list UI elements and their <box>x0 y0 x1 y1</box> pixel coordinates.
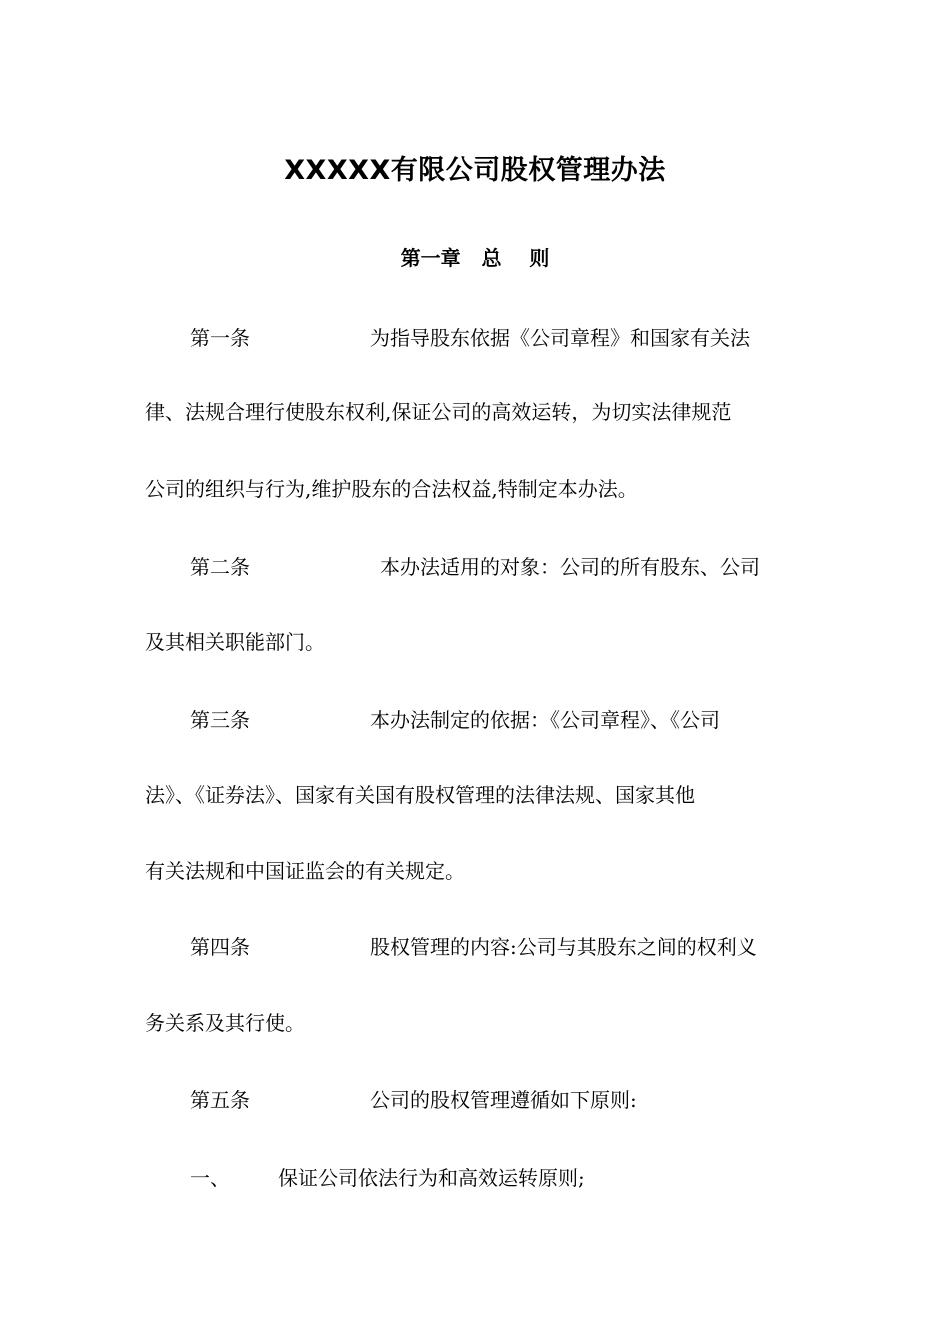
article-text: 务关系及其行使。 <box>145 1011 305 1035</box>
article-text: 公司的股权管理遵循如下原则: <box>370 1088 637 1112</box>
principle-label: 一、 <box>190 1166 230 1190</box>
principle-text: 保证公司依法行为和高效运转原则; <box>278 1166 585 1190</box>
article-text: 公司的组织与行为,维护股东的合法权益,特制定本办法。 <box>145 477 638 501</box>
article-label: 第二条 <box>190 555 250 579</box>
document-title: XXXXX有限公司股权管理办法 <box>284 155 666 186</box>
article-text: 律、法规合理行使股东权利,保证公司的高效运转，为切实法律规范 <box>145 400 732 424</box>
article-label: 第一条 <box>190 326 250 350</box>
article-label: 第五条 <box>190 1088 250 1112</box>
article-label: 第四条 <box>190 935 250 959</box>
article-text: 本办法适用的对象：公司的所有股东、公司 <box>380 555 760 579</box>
article-label: 第三条 <box>190 708 250 732</box>
article-text: 股权管理的内容:公司与其股东之间的权利义 <box>370 935 757 959</box>
article-text: 为指导股东依据《公司章程》和国家有关法 <box>370 326 750 350</box>
chapter-heading: 第一章 总 则 <box>400 246 550 270</box>
article-text: 本办法制定的依据：《公司章程》、《公司 <box>370 708 720 732</box>
article-text: 有关法规和中国证监会的有关规定。 <box>145 859 465 883</box>
article-text: 法》、《证券法》、国家有关国有股权管理的法律法规、国家其他 <box>145 783 695 807</box>
article-text: 及其相关职能部门。 <box>145 630 325 654</box>
